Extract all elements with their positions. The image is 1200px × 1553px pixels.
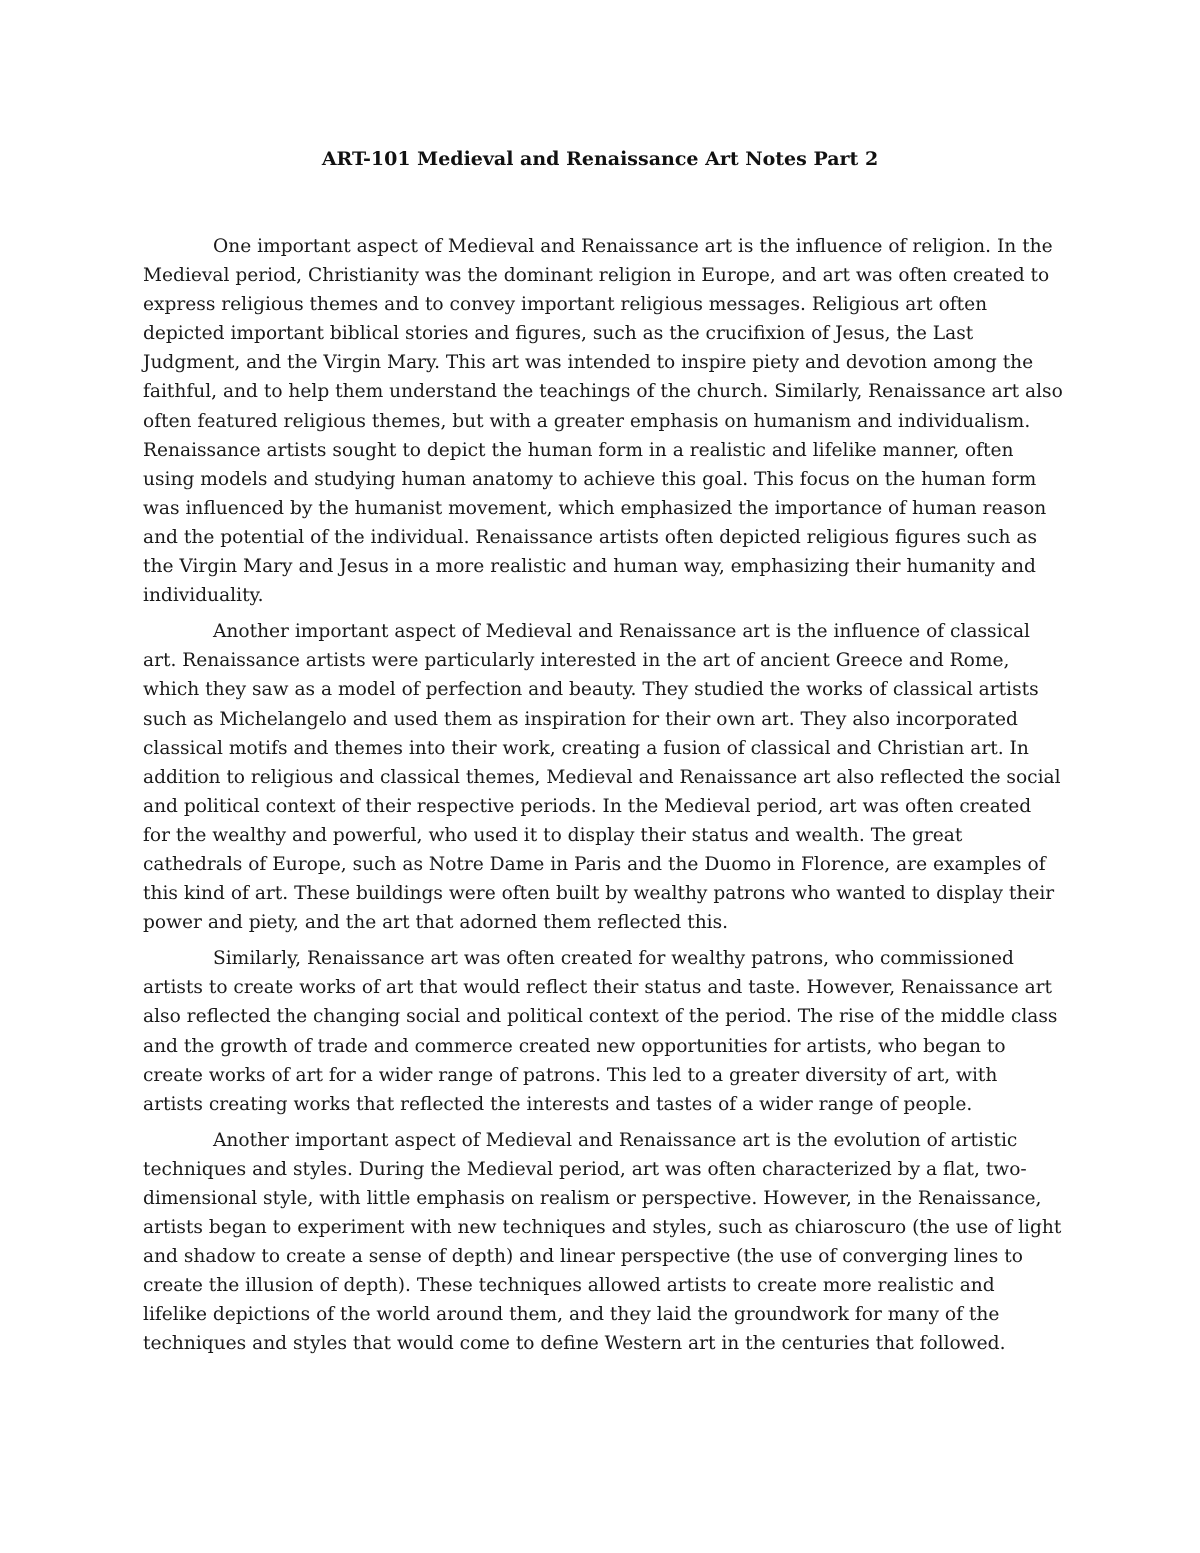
paragraph: Similarly, Renaissance art was often created for wealthy patrons, who commissioned artists to create works of art that would reflect their status and taste. However, Renaissance art also reflected the changing social and political context of the period. The rise of the middle class and the growth of trade and commerce created new opportunities for artists, who began to create works of art for a wider range of patrons. This led to a greater diversity of art, with artists creating works that reflected the interests and tastes of a wider range of people. — [143, 948, 1058, 1115]
document-title: ART-101 Medieval and Renaissance Art Notes Part 2 — [321, 148, 879, 170]
paragraph: Another important aspect of Medieval and Renaissance art is the evolution of artistic techniques and styles. During the Medieval period, art was often characterized by a flat, two-dimensional style, with little emphasis on realism or perspective. However, in the Renaissance, artists began to experiment with new techniques and styles, such as chiaroscuro (the use of light and shadow to create a sense of depth) and linear perspective (the use of converging lines to create the illusion of depth). These techniques allowed artists to create more realistic and lifelike depictions of the world around them, and they laid the groundwork for many of the techniques and styles that would come to define Western art in the centuries that followed. — [143, 1129, 1062, 1355]
document-body — [143, 232, 1063, 1366]
paragraph: Another important aspect of Medieval and Renaissance art is the influence of classical art. Renaissance artists were particularly interested in the art of ancient Greece and Rome, which they saw as a model of perfection and beauty. They studied the works of classical artists such as Michelangelo and used them as inspiration for their own art. They also incorporated classical motifs and themes into their work, creating a fusion of classical and Christian art. In addition to religious and classical themes, Medieval and Renaissance art also reflected the social and political context of their respective periods. In the Medieval period, art was often created for the wealthy and powerful, who used it to display their status and wealth. The great cathedrals of Europe, such as Notre Dame in Paris and the Duomo in Florence, are examples of this kind of art. These buildings were often built by wealthy patrons who wanted to display their power and piety, and the art that adorned them reflected this. — [143, 621, 1061, 934]
paragraph: One important aspect of Medieval and Renaissance art is the influence of religion. In the Medieval period, Christianity was the dominant religion in Europe, and art was often created to express religious themes and to convey important religious messages. Religious art often depicted important biblical stories and figures, such as the crucifixion of Jesus, the Last Judgment, and the Virgin Mary. This art was intended to inspire piety and devotion among the faithful, and to help them understand the teachings of the church. Similarly, Renaissance art also often featured religious themes, but with a greater emphasis on humanism and individualism. Renaissance artists sought to depict the human form in a realistic and lifelike manner, often using models and studying human anatomy to achieve this goal. This focus on the human form was influenced by the humanist movement, which emphasized the importance of human reason and the potential of the individual. Renaissance artists often depicted religious figures such as the Virgin Mary and Jesus in a more realistic and human way, emphasizing their humanity and individuality. — [143, 236, 1063, 607]
